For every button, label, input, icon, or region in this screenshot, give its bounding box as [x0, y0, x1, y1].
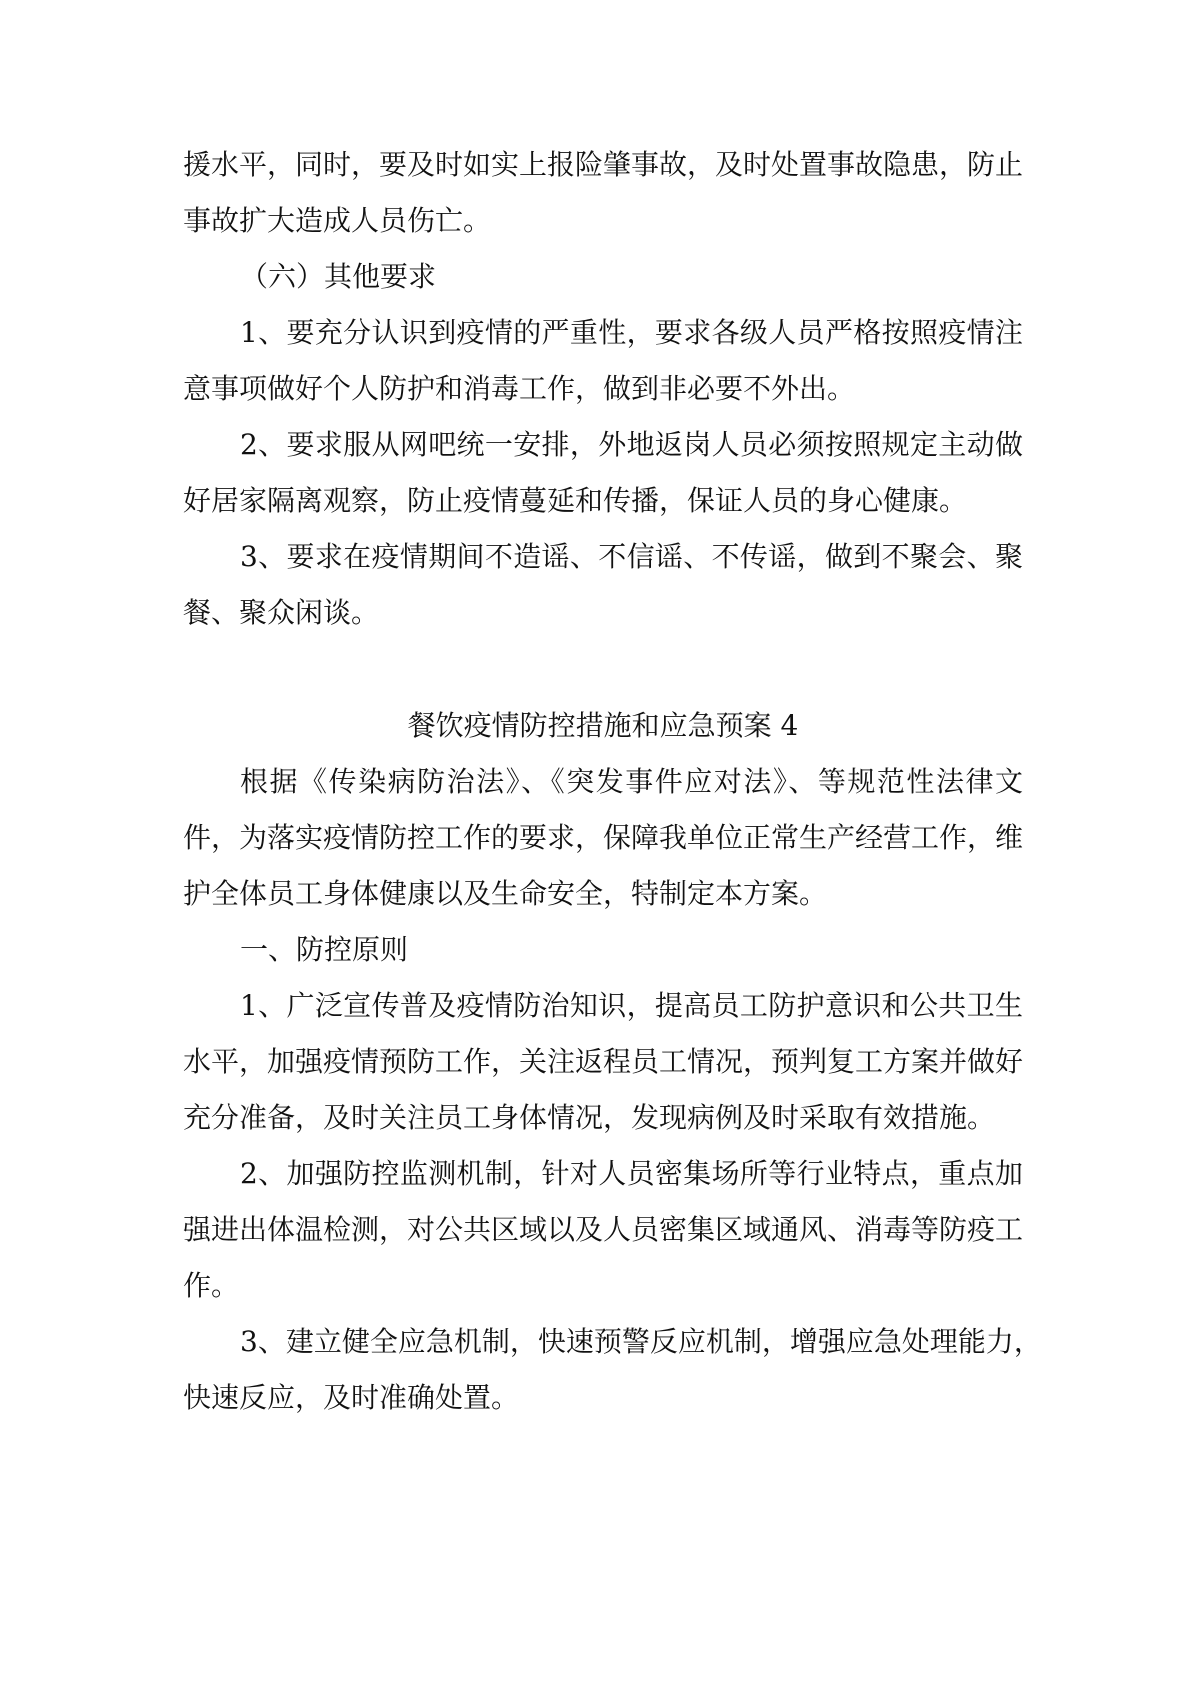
text-line: 2、要求服从网吧统一安排，外地返岗人员必须按照规定主动做 — [240, 428, 1023, 461]
section-heading: 一、防控原则 — [240, 933, 409, 966]
text-line: 作。 — [183, 1269, 240, 1302]
text-line: 水平，加强疫情预防工作，关注返程员工情况，预判复工方案并做好 — [183, 1045, 1024, 1078]
document-title: 餐饮疫情防控措施和应急预案 4 — [407, 709, 799, 742]
text-line: 3、要求在疫情期间不造谣、不信谣、不传谣，做到不聚会、聚 — [240, 540, 1023, 573]
text-line: 护全体员工身体健康以及生命安全，特制定本方案。 — [183, 877, 828, 910]
text-line: 餐、聚众闲谈。 — [183, 596, 380, 629]
text-line: 1、要充分认识到疫情的严重性，要求各级人员严格按照疫情注 — [240, 316, 1023, 349]
text-line: 援水平，同时，要及时如实上报险肇事故，及时处置事故隐患，防止 — [183, 148, 1024, 181]
text-line: 快速反应，及时准确处置。 — [183, 1381, 520, 1414]
text-line: 强进出体温检测，对公共区域以及人员密集区域通风、消毒等防疫工 — [183, 1213, 1024, 1246]
text-line: 1、广泛宣传普及疫情防治知识，提高员工防护意识和公共卫生 — [240, 989, 1023, 1022]
text-line: 根据《传染病防治法》、《突发事件应对法》、等规范性法律文 — [240, 765, 1023, 798]
text-line: 好居家隔离观察，防止疫情蔓延和传播，保证人员的身心健康。 — [183, 484, 968, 517]
text-line: 意事项做好个人防护和消毒工作，做到非必要不外出。 — [183, 372, 856, 405]
text-line: 充分准备，及时关注员工身体情况，发现病例及时采取有效措施。 — [183, 1101, 996, 1134]
text-line: 3、建立健全应急机制，快速预警反应机制，增强应急处理能力， — [240, 1325, 1042, 1358]
section-heading: （六）其他要求 — [240, 260, 437, 293]
text-line: 件，为落实疫情防控工作的要求，保障我单位正常生产经营工作，维 — [183, 821, 1024, 854]
text-line: 事故扩大造成人员伤亡。 — [183, 204, 492, 237]
text-line: 2、加强防控监测机制，针对人员密集场所等行业特点，重点加 — [240, 1157, 1023, 1190]
